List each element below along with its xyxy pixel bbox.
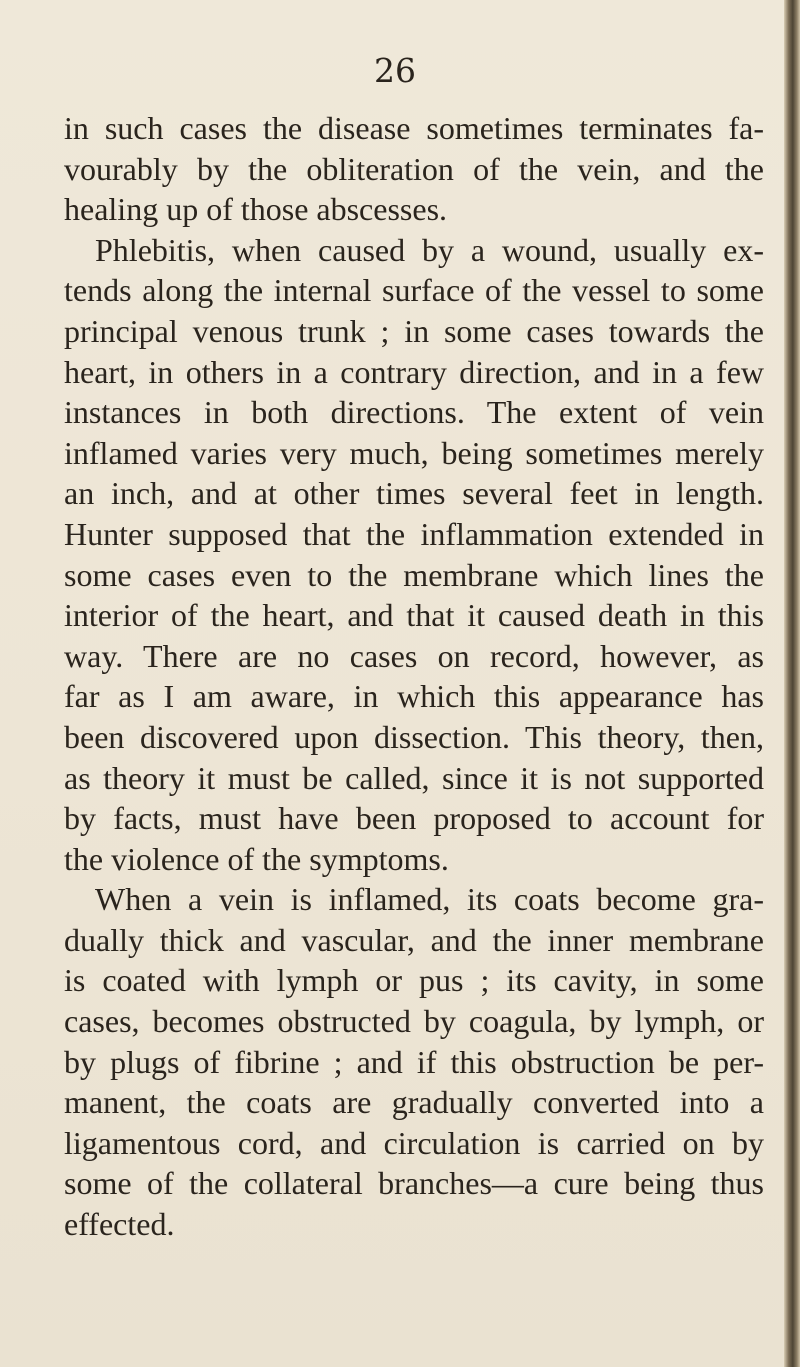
text-line: tends along the internal surface of the vessel to some [64, 272, 764, 309]
text-line: is coated with lymph or pus ; its cavity, in some [64, 962, 764, 999]
text-line: Hunter supposed that the inflammation extended in [64, 515, 764, 552]
text-line: ligamentous cord, and circulation is carried on by [64, 1124, 764, 1161]
text-line: an inch, and at other times several feet in length. [64, 475, 764, 512]
text-line: inflamed varies very much, being sometimes merely [64, 434, 764, 471]
text-line: instances in both directions. The extent of vein [64, 394, 764, 431]
text-line: manent, the coats are gradually converted into a [64, 1084, 764, 1121]
text-line: by facts, must have been proposed to account for [64, 800, 764, 837]
page-number: 26 [374, 51, 416, 90]
text-line: When a vein is inflamed, its coats become gra- [95, 881, 764, 918]
page-edge [784, 0, 800, 1367]
text-line: as theory it must be called, since it is not supported [64, 759, 764, 796]
text-line: the violence of the symptoms. [64, 840, 449, 877]
text-line: dually thick and vascular, and the inner membrane [64, 921, 764, 958]
text-line: been discovered upon dissection. This theory, then, [64, 718, 764, 755]
text-line: in such cases the disease sometimes terminates fa- [64, 110, 764, 146]
body-text [64, 108, 764, 1245]
text-line: healing up of those abscesses. [64, 191, 448, 228]
text-line: heart, in others in a contrary direction, and in a few [64, 353, 764, 390]
text-line: Phlebitis, when caused by a wound, usually ex- [95, 231, 764, 268]
text-line: some cases even to the membrane which lines the [64, 556, 764, 593]
text-line: far as I am aware, in which this appearance has [64, 678, 764, 715]
text-line: some of the collateral branches—a cure being thus [64, 1165, 764, 1202]
text-line: way. There are no cases on record, however, as [64, 637, 764, 674]
text-line: vourably by the obliteration of the vein, and the [64, 150, 764, 187]
text-line: by plugs of fibrine ; and if this obstruction be per- [64, 1043, 764, 1080]
text-line: cases, becomes obstructed by coagula, by lymph, or [64, 1003, 764, 1040]
text-line: principal venous trunk ; in some cases towards the [64, 312, 764, 349]
text-line: effected. [64, 1206, 175, 1243]
text-line: interior of the heart, and that it caused death in this [64, 597, 764, 634]
